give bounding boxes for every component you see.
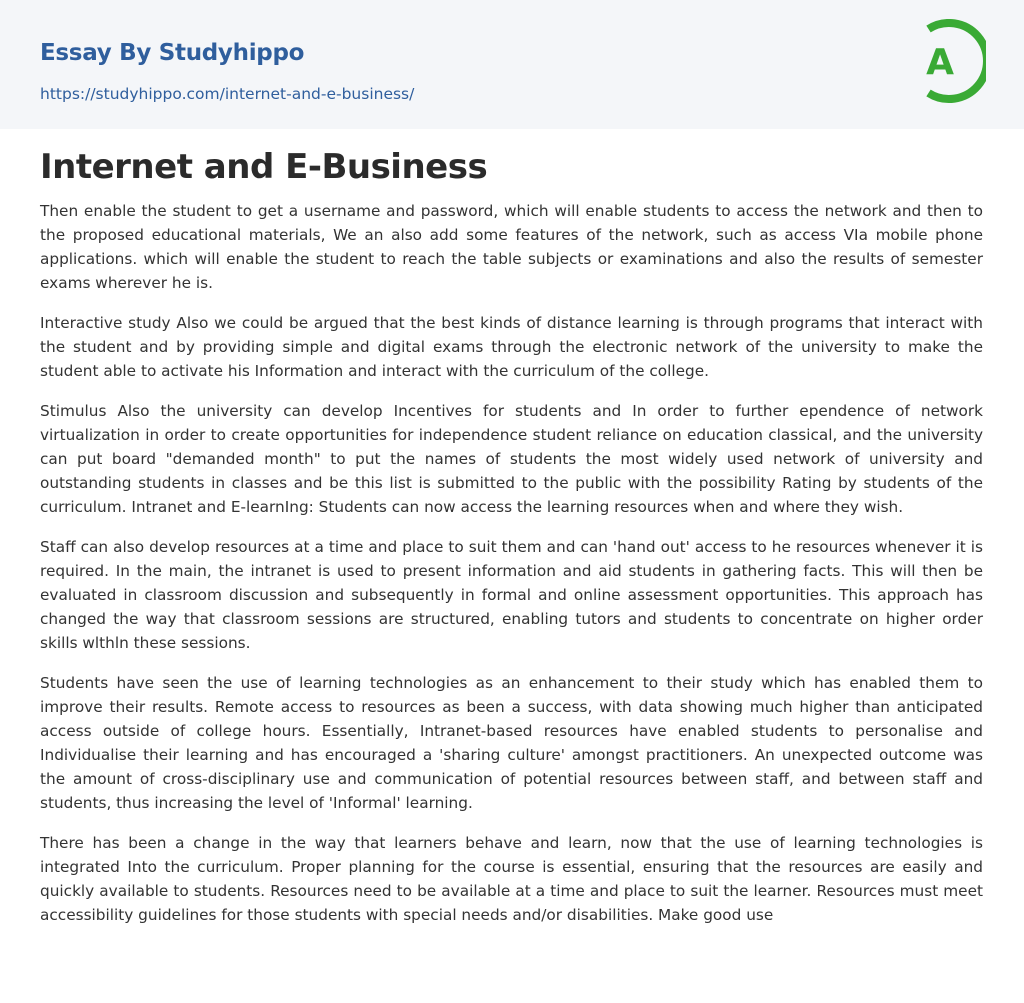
article-title: Internet and E-Business xyxy=(40,147,488,187)
studyhippo-logo-icon[interactable] xyxy=(912,19,986,105)
article-paragraph: Stimulus Also the university can develop Incentives for students and In order to further ependence of network virtualization in order to create opportunities for independence student reliance on education classical, and the university can put board "demanded month" to put the names of students the most widely used network of university and outstanding students in classes and be this list is submitted to the public with the possibility Rating by students of the curriculum. Intranet and E-learnIng: Students can now access the learning resources when and where they wish. xyxy=(40,402,983,516)
site-title[interactable]: Essay By Studyhippo xyxy=(40,40,305,66)
article-paragraph: Staff can also develop resources at a time and place to suit them and can 'hand out' access to he resources whenever it is required. In the main, the intranet is used to present information and aid students in gathering facts. This will then be evaluated in classroom discussion and subsequently in formal and online assessment opportunities. This approach has changed the way that classroom sessions are structured, enabling tutors and students to concentrate on higher order skills wlthln these sessions. xyxy=(40,538,983,652)
page-url-link[interactable]: https://studyhippo.com/internet-and-e-business/ xyxy=(40,85,415,103)
article-paragraph: Then enable the student to get a username and password, which will enable students to access the network and then to the proposed educational materials, We an also add some features of the network, such as access VIa mobile phone applications. which will enable the student to reach the table subjects or examinations and also the results of semester exams wherever he is. xyxy=(40,202,983,292)
logo-letter: A xyxy=(926,42,954,83)
article-paragraph: There has been a change in the way that learners behave and learn, now that the use of learning technologies is integrated Into the curriculum. Proper planning for the course is essential, ensuring that the resources are easily and quickly available to students. Resources need to be available at a time and place to suit the learner. Resources must meet accessibility guidelines for those students with special needs and/or disabilities. Make good use xyxy=(40,834,983,924)
article-paragraph: Students have seen the use of learning technologies as an enhancement to their study which has enabled them to improve their results. Remote access to resources as been a success, with data showing much higher than anticipated access outside of college hours. Essentially, Intranet-based resources have enabled students to personalise and Individualise their learning and has encouraged a 'sharing culture' amongst practitioners. An unexpected outcome was the amount of cross-disciplinary use and communication of potential resources between staff, and between staff and students, thus increasing the level of 'Informal' learning. xyxy=(40,674,983,812)
article-paragraph: Interactive study Also we could be argued that the best kinds of distance learning is through programs that interact with the student and by providing simple and digital exams through the electronic network of the university to make the student able to activate his Information and interact with the curriculum of the college. xyxy=(40,314,983,380)
site-header xyxy=(0,0,1024,129)
article xyxy=(40,143,983,943)
